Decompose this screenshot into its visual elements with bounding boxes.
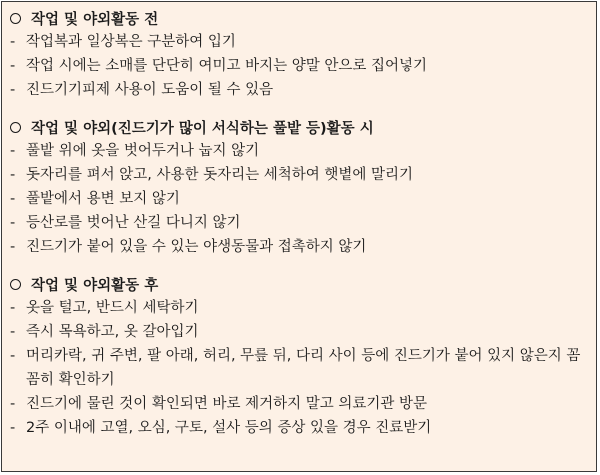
dash-bullet: - <box>10 143 16 159</box>
dash-bullet: - <box>10 215 16 231</box>
list-item-text: 진드기가 붙어 있을 수 있는 야생동물과 접촉하지 않기 <box>26 239 367 255</box>
section-heading-text: 작업 및 야외활동 전 <box>31 11 159 28</box>
list-item-text: 작업 시에는 소매를 단단히 여미고 바지는 양말 안으로 집어넣기 <box>26 58 428 74</box>
dash-bullet: - <box>10 167 16 183</box>
dash-bullet: - <box>10 34 16 50</box>
list-item-text: 진드기기피제 사용이 도움이 될 수 있음 <box>26 82 274 98</box>
list-item <box>2 54 596 78</box>
dash-bullet: - <box>10 396 16 412</box>
list-item-text: 머리카락, 귀 주변, 팔 아래, 허리, 무릎 뒤, 다리 사이 등에 진드기가 붙어 있지 않은지 꼼꼼히 확인하기 <box>26 348 581 388</box>
dash-bullet: - <box>10 58 16 74</box>
section-after <box>2 272 596 440</box>
dash-bullet: - <box>10 82 16 98</box>
section-heading <box>2 272 596 296</box>
list-item <box>2 30 596 54</box>
dash-bullet: - <box>10 348 16 364</box>
section-during <box>2 115 596 259</box>
list-item <box>2 416 596 440</box>
list-item <box>2 139 596 163</box>
dash-bullet: - <box>10 300 16 316</box>
list-item-text: 풀밭에서 용변 보지 않기 <box>26 191 180 207</box>
section-heading <box>2 6 596 30</box>
list-item-text: 풀밭 위에 옷을 벗어두거나 눕지 않기 <box>26 143 260 159</box>
dash-bullet: - <box>10 239 16 255</box>
list-item-text: 등산로를 벗어난 산길 다니지 않기 <box>26 215 241 231</box>
section-heading <box>2 115 596 139</box>
list-item-text: 2주 이내에 고열, 오심, 구토, 설사 등의 증상 있을 경우 진료받기 <box>26 420 432 436</box>
list-item <box>2 163 596 187</box>
list-item <box>2 187 596 211</box>
list-item <box>2 211 596 235</box>
circle-bullet-icon <box>10 122 21 133</box>
list-item <box>2 296 596 320</box>
list-item-text: 돗자리를 펴서 앉고, 사용한 돗자리는 세척하여 햇볕에 말리기 <box>26 167 414 183</box>
list-item <box>2 320 596 344</box>
section-before <box>2 6 596 102</box>
dash-bullet: - <box>10 324 16 340</box>
list-item-text: 진드기에 물린 것이 확인되면 바로 제거하지 말고 의료기관 방문 <box>26 396 428 412</box>
list-item-text: 즉시 목욕하고, 옷 갈아입기 <box>26 324 199 340</box>
guideline-box <box>1 1 597 472</box>
list-item <box>2 78 596 102</box>
section-heading-text: 작업 및 야외활동 후 <box>31 277 159 294</box>
list-item <box>2 235 596 259</box>
list-item-text: 작업복과 일상복은 구분하여 입기 <box>26 34 236 50</box>
circle-bullet-icon <box>10 279 21 290</box>
list-item <box>2 344 596 392</box>
list-item-text: 옷을 털고, 반드시 세탁하기 <box>26 300 199 316</box>
list-item <box>2 392 596 416</box>
dash-bullet: - <box>10 420 16 436</box>
dash-bullet: - <box>10 191 16 207</box>
circle-bullet-icon <box>10 13 21 24</box>
section-heading-text: 작업 및 야외(진드기가 많이 서식하는 풀밭 등)활동 시 <box>31 120 374 137</box>
